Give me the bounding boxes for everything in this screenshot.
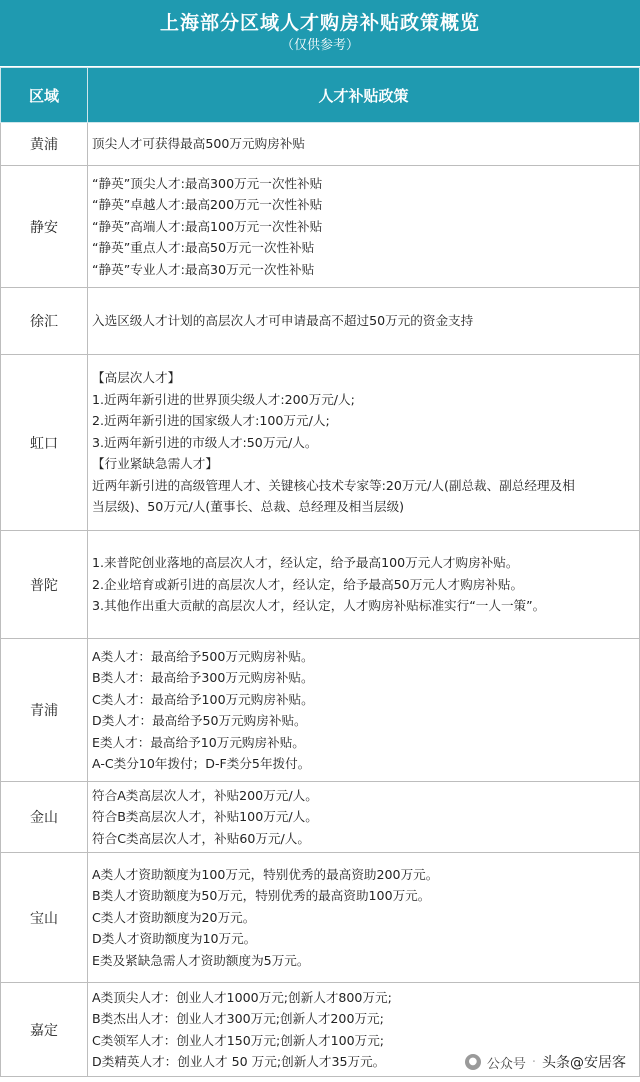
policy-line: “静英”重点人才:最高50万元一次性补贴: [92, 240, 315, 256]
policy-cell: [88, 288, 640, 355]
watermark-platform: 公众号: [486, 1056, 526, 1072]
region-cell: 金山: [1, 782, 88, 853]
watermark-author: 头条@安居客: [542, 1055, 626, 1071]
policy-cell: [88, 782, 640, 853]
watermark-divider: ·: [531, 1054, 536, 1070]
region-cell: 嘉定: [1, 983, 88, 1077]
policy-cell: [88, 355, 640, 531]
column-header-policy: 人才补贴政策: [88, 68, 640, 123]
policy-line: “静英”顶尖人才:最高300万元一次性补贴: [92, 175, 323, 191]
policy-line: 2.近两年新引进的国家级人才:100万元/人;: [92, 413, 330, 429]
wechat-icon: ●: [465, 1054, 481, 1070]
policy-line: 符合C类高层次人才，补贴60万元/人。: [92, 830, 310, 846]
region-cell: 静安: [1, 166, 88, 288]
region-cell: 青浦: [1, 639, 88, 782]
policy-line: C类人才资助额度为20万元。: [92, 909, 256, 925]
policy-cell: [88, 166, 640, 288]
policy-cell: [88, 531, 640, 639]
column-header-region: 区域: [1, 68, 88, 123]
table-header-row: [1, 68, 640, 123]
table-row: [1, 123, 640, 166]
table-row: [1, 166, 640, 288]
policy-line: B类人才资助额度为50万元，特别优秀的最高资助100万元。: [92, 888, 431, 904]
page-title: 上海部分区域人才购房补贴政策概览: [159, 12, 480, 34]
table-row: [1, 782, 640, 853]
policy-line: C类人才：最高给予100万元购房补贴。: [92, 691, 314, 707]
policy-line: 符合A类高层次人才，补贴200万元/人。: [92, 787, 318, 803]
region-cell: 宝山: [1, 853, 88, 983]
policy-line: 当层级)、50万元/人(董事长、总裁、总经理及相当层级): [92, 499, 405, 515]
region-cell: 徐汇: [1, 288, 88, 355]
policy-cell: [88, 853, 640, 983]
table-row: [1, 639, 640, 782]
table-row: [1, 288, 640, 355]
policy-cell: [88, 123, 640, 166]
policy-line: C类领军人才：创业人才150万元;创新人才100万元;: [92, 1032, 385, 1048]
policy-line: 近两年新引进的高级管理人才、关键核心技术专家等:20万元/人(副总裁、副总经理及相: [92, 477, 575, 493]
policy-line: 3.其他作出重大贡献的高层次人才，经认定，人才购房补贴标准实行“一人一策”。: [92, 598, 546, 614]
policy-line: B类杰出人才：创业人才300万元;创新人才200万元;: [92, 1011, 384, 1026]
policy-line: D类人才资助额度为10万元。: [92, 931, 257, 947]
policy-line: 【高层次人才】: [92, 370, 181, 386]
table-row: [1, 355, 640, 531]
policy-line: 1.近两年新引进的世界顶尖级人才:200万元/人;: [92, 391, 355, 407]
policy-line: 符合B类高层次人才，补贴100万元/人。: [92, 809, 318, 825]
policy-line: D类人才：最高给予50万元购房补贴。: [92, 713, 307, 728]
region-cell: 黄浦: [1, 123, 88, 166]
policy-line: 【行业紧缺急需人才】: [92, 456, 218, 472]
page-subtitle: （仅供参考）: [280, 38, 359, 53]
policy-line: E类人才：最高给予10万元购房补贴。: [92, 734, 305, 750]
policy-line: 3.近两年新引进的市级人才:50万元/人。: [92, 434, 318, 450]
policy-line: E类及紧缺急需人才资助额度为5万元。: [92, 952, 310, 968]
table-row: [1, 853, 640, 983]
region-cell: 普陀: [1, 531, 88, 639]
policy-line: D类精英人才：创业人才 50 万元;创新人才35万元。: [92, 1054, 386, 1069]
policy-line: “静英”高端人才:最高100万元一次性补贴: [92, 218, 323, 234]
policy-line: 2.企业培育或新引进的高层次人才，经认定，给予最高50万元人才购房补贴。: [92, 576, 524, 592]
policy-line: 入选区级人才计划的高层次人才可申请最高不超过50万元的资金支持: [92, 313, 474, 329]
policy-line: 顶尖人才可获得最高500万元购房补贴: [92, 136, 305, 152]
policy-line: “静英”卓越人才:最高200万元一次性补贴: [92, 197, 323, 213]
policy-table: [0, 67, 640, 1077]
policy-line: A类人才：最高给予500万元购房补贴。: [92, 648, 314, 664]
policy-line: 1.来普陀创业落地的高层次人才，经认定，给予最高100万元人才购房补贴。: [92, 555, 519, 571]
policy-cell: [88, 639, 640, 782]
policy-line: A类顶尖人才：创业人才1000万元;创新人才800万元;: [92, 989, 392, 1005]
region-cell: 虹口: [1, 355, 88, 531]
table-row: [1, 531, 640, 639]
policy-line: “静英”专业人才:最高30万元一次性补贴: [92, 261, 315, 277]
watermark: [459, 1050, 632, 1074]
policy-line: B类人才：最高给予300万元购房补贴。: [92, 670, 314, 685]
page-header: [0, 0, 640, 67]
policy-line: A-C类分10年拨付；D-F类分5年拨付。: [92, 756, 311, 771]
policy-line: A类人才资助额度为100万元，特别优秀的最高资助200万元。: [92, 866, 439, 882]
